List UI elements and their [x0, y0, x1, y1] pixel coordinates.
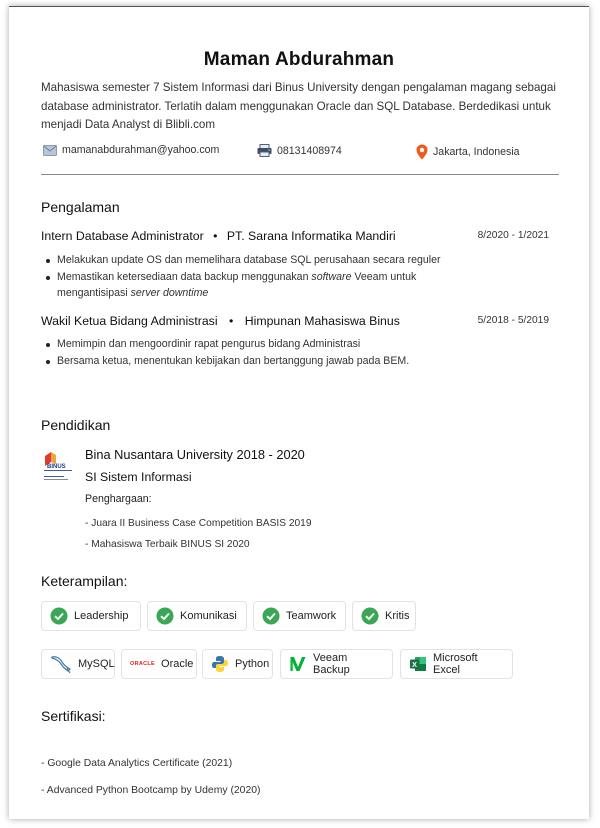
tool-chip: [280, 649, 393, 679]
skill-chip: [41, 601, 141, 631]
excel-logo-icon: [409, 655, 427, 673]
award-item: - Juara II Business Case Competition BASIS 2019: [85, 518, 312, 529]
contact-phone: [257, 144, 342, 157]
tool-chip: [121, 649, 197, 679]
location-text: Jakarta, Indonesia: [433, 146, 520, 158]
job-bullet: [44, 269, 464, 302]
tool-label: Microsoft Excel: [433, 652, 478, 676]
job-bullet: Melakukan update OS dan memelihara database SQL perusahaan secara reguler: [44, 252, 464, 269]
skill-label: Teamwork: [286, 610, 337, 622]
mysql-dolphin-icon: [50, 654, 72, 674]
header-divider: [41, 174, 559, 175]
education-title: Pendidikan: [41, 417, 111, 433]
job-company: PT. Sarana Informatika Mandiri: [226, 229, 396, 243]
bullet-text: Veeam untuk mengantisipasi: [57, 270, 417, 300]
separator-dot: •: [229, 314, 234, 328]
binus-logo-icon: [42, 450, 74, 484]
tool-label: MySQL: [78, 658, 115, 670]
summary-text: Mahasiswa semester 7 Sistem Informasi dari Binus University dengan pengalaman magang sebagai database administrator. Terlatih dalam menggunakan Oracle dan SQL Database. Berdedikasi untuk menjadi Data Analyst di Blibli.com: [41, 81, 556, 132]
job-bullet: Bersama ketua, menentukan kebijakan dan bertanggung jawab pada BEM.: [44, 353, 464, 370]
skill-label: Kritis: [385, 610, 410, 622]
job-heading: [41, 314, 400, 328]
candidate-name: Maman Abdurahman: [203, 49, 395, 70]
job-role: Wakil Ketua Bidang Administrasi: [41, 314, 218, 328]
skills-title: Keterampilan:: [41, 573, 128, 589]
fax-icon: [257, 144, 272, 157]
contact-location: [416, 144, 520, 160]
job-bullets: [44, 252, 464, 302]
python-logo-icon: [211, 655, 229, 673]
location-pin-icon: [416, 144, 428, 160]
tool-label: Veeam Backup: [313, 652, 350, 676]
check-circle-icon: [262, 607, 280, 625]
award-item: - Mahasiswa Terbaik BINUS SI 2020: [85, 539, 250, 550]
veeam-logo-icon: [289, 655, 307, 673]
school-name: Bina Nusantara University 2018 - 2020: [85, 447, 305, 462]
job-role: Intern Database Administrator: [41, 229, 204, 243]
email-text: mamanabdurahman@yahoo.com: [62, 144, 220, 156]
certification-item: - Advanced Python Bootcamp by Udemy (2020): [41, 785, 261, 796]
logo-text: BINUS: [47, 464, 66, 470]
check-circle-icon: [156, 607, 174, 625]
skill-chip: [253, 601, 346, 631]
oracle-logo-icon: ORACLE: [130, 661, 156, 667]
tool-label: Python: [235, 658, 270, 670]
job-date: 8/2020 - 1/2021: [477, 230, 549, 241]
separator-dot: •: [213, 229, 218, 243]
skill-label: Komunikasi: [180, 610, 237, 622]
job-bullets: [44, 336, 464, 369]
check-circle-icon: [361, 607, 379, 625]
tool-chip: [400, 649, 513, 679]
job-heading: [41, 229, 396, 243]
job-company: Himpunan Mahasiswa Binus: [244, 314, 400, 328]
degree: SI Sistem Informasi: [85, 470, 192, 484]
resume-sheet: [9, 6, 589, 819]
check-circle-icon: [50, 607, 68, 625]
bullet-italic: server downtime: [130, 287, 209, 300]
mail-icon: [43, 145, 57, 156]
tool-chip: [202, 649, 273, 679]
contact-email[interactable]: [43, 144, 219, 156]
job-date: 5/2018 - 5/2019: [477, 315, 549, 326]
tool-label: Oracle: [161, 658, 194, 670]
experience-title: Pengalaman: [41, 199, 120, 215]
skill-chip: [147, 601, 247, 631]
certifications-title: Sertifikasi:: [41, 708, 106, 724]
tool-chip: [41, 649, 115, 679]
certification-item: - Google Data Analytics Certificate (2021): [41, 758, 233, 769]
skill-label: Leadership: [74, 610, 129, 622]
awards-title: Penghargaan:: [85, 493, 152, 505]
job-bullet: Memimpin dan mengoordinir rapat pengurus bidang Administrasi: [44, 336, 464, 353]
skill-chip: [352, 601, 416, 631]
bullet-italic: software: [311, 270, 352, 283]
bullet-text: Memastikan ketersediaan data backup menggunakan: [57, 270, 312, 283]
svg-text:X: X: [412, 660, 418, 669]
phone-text: 08131408974: [277, 144, 342, 157]
